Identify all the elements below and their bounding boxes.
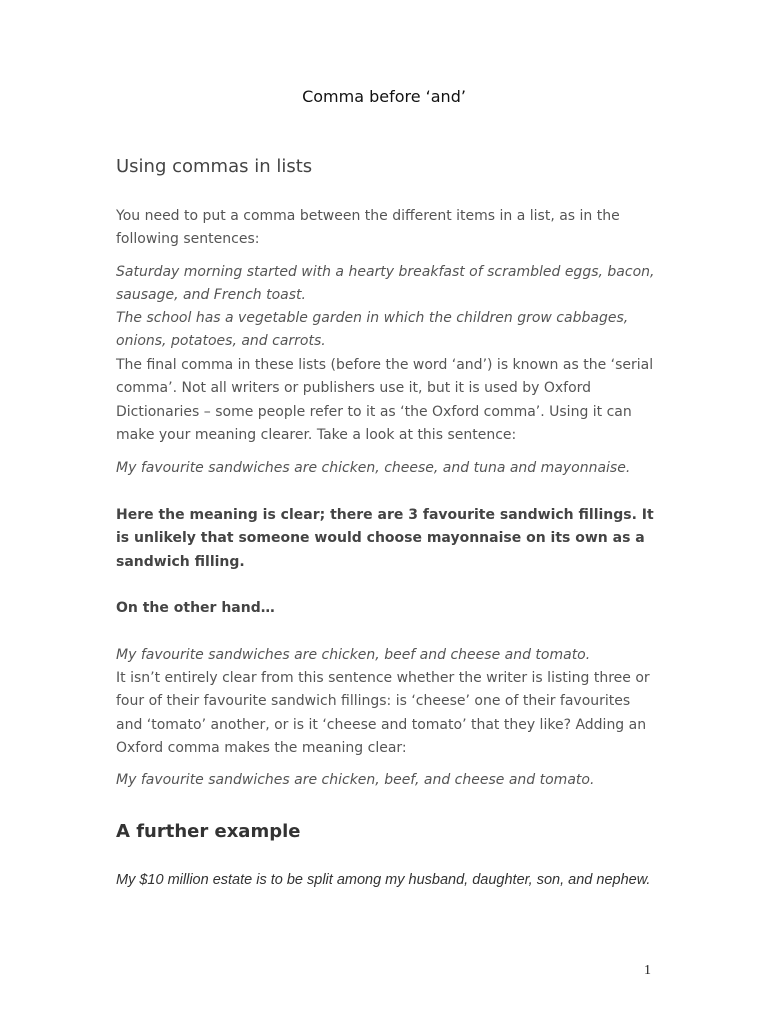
example-garden: The school has a vegetable garden in which the children grow cabbages, onions, potatoes, and carrots. [116,310,629,350]
example-sandwiches-ambiguous: My favourite sandwiches are chicken, beef and cheese and tomato. [116,647,591,663]
example-sandwiches-oxford-comma: My favourite sandwiches are chicken, beef, and cheese and tomato. [116,772,595,788]
clear-meaning-paragraph: Here the meaning is clear; there are 3 favourite sandwich fillings. It is unlikely that someone would choose mayonnaise on its own as a sandwich filling. [116,507,654,570]
section-heading-further-example: A further example [116,821,301,842]
example-breakfast: Saturday morning started with a hearty breakfast of scrambled eggs, bacon, sausage, and French toast. [116,264,655,304]
serial-comma-explanation: The final comma in these lists (before the word ‘and’) is known as the ‘serial comma’. Not all writers or publishers use it, but it is used by Oxford Dictionaries – some people refer to it as ‘the Oxford comma’. Using it can make your meaning clearer. Take a look at this sentence: [116,357,654,443]
ambiguity-paragraph: It isn’t entirely clear from this sentence whether the writer is listing three or four of their favourite sandwich fillings: is ‘cheese’ one of their favourites and ‘tomato’ another, or is it ‘cheese and tomato’ that they like? Adding an Oxford comma makes the meaning clear: [116,670,650,756]
section-heading-commas-in-lists: Using commas in lists [116,156,313,177]
other-hand-paragraph: On the other hand… [116,600,275,616]
document-title: Comma before ‘and’ [302,87,466,106]
intro-paragraph: You need to put a comma between the different items in a list, as in the following sentences: [116,208,620,248]
example-estate: My $10 million estate is to be split among my husband, daughter, son, and nephew. [116,872,651,888]
page-number: 1 [644,963,651,978]
example-sandwiches-tuna: My favourite sandwiches are chicken, cheese, and tuna and mayonnaise. [116,460,631,476]
